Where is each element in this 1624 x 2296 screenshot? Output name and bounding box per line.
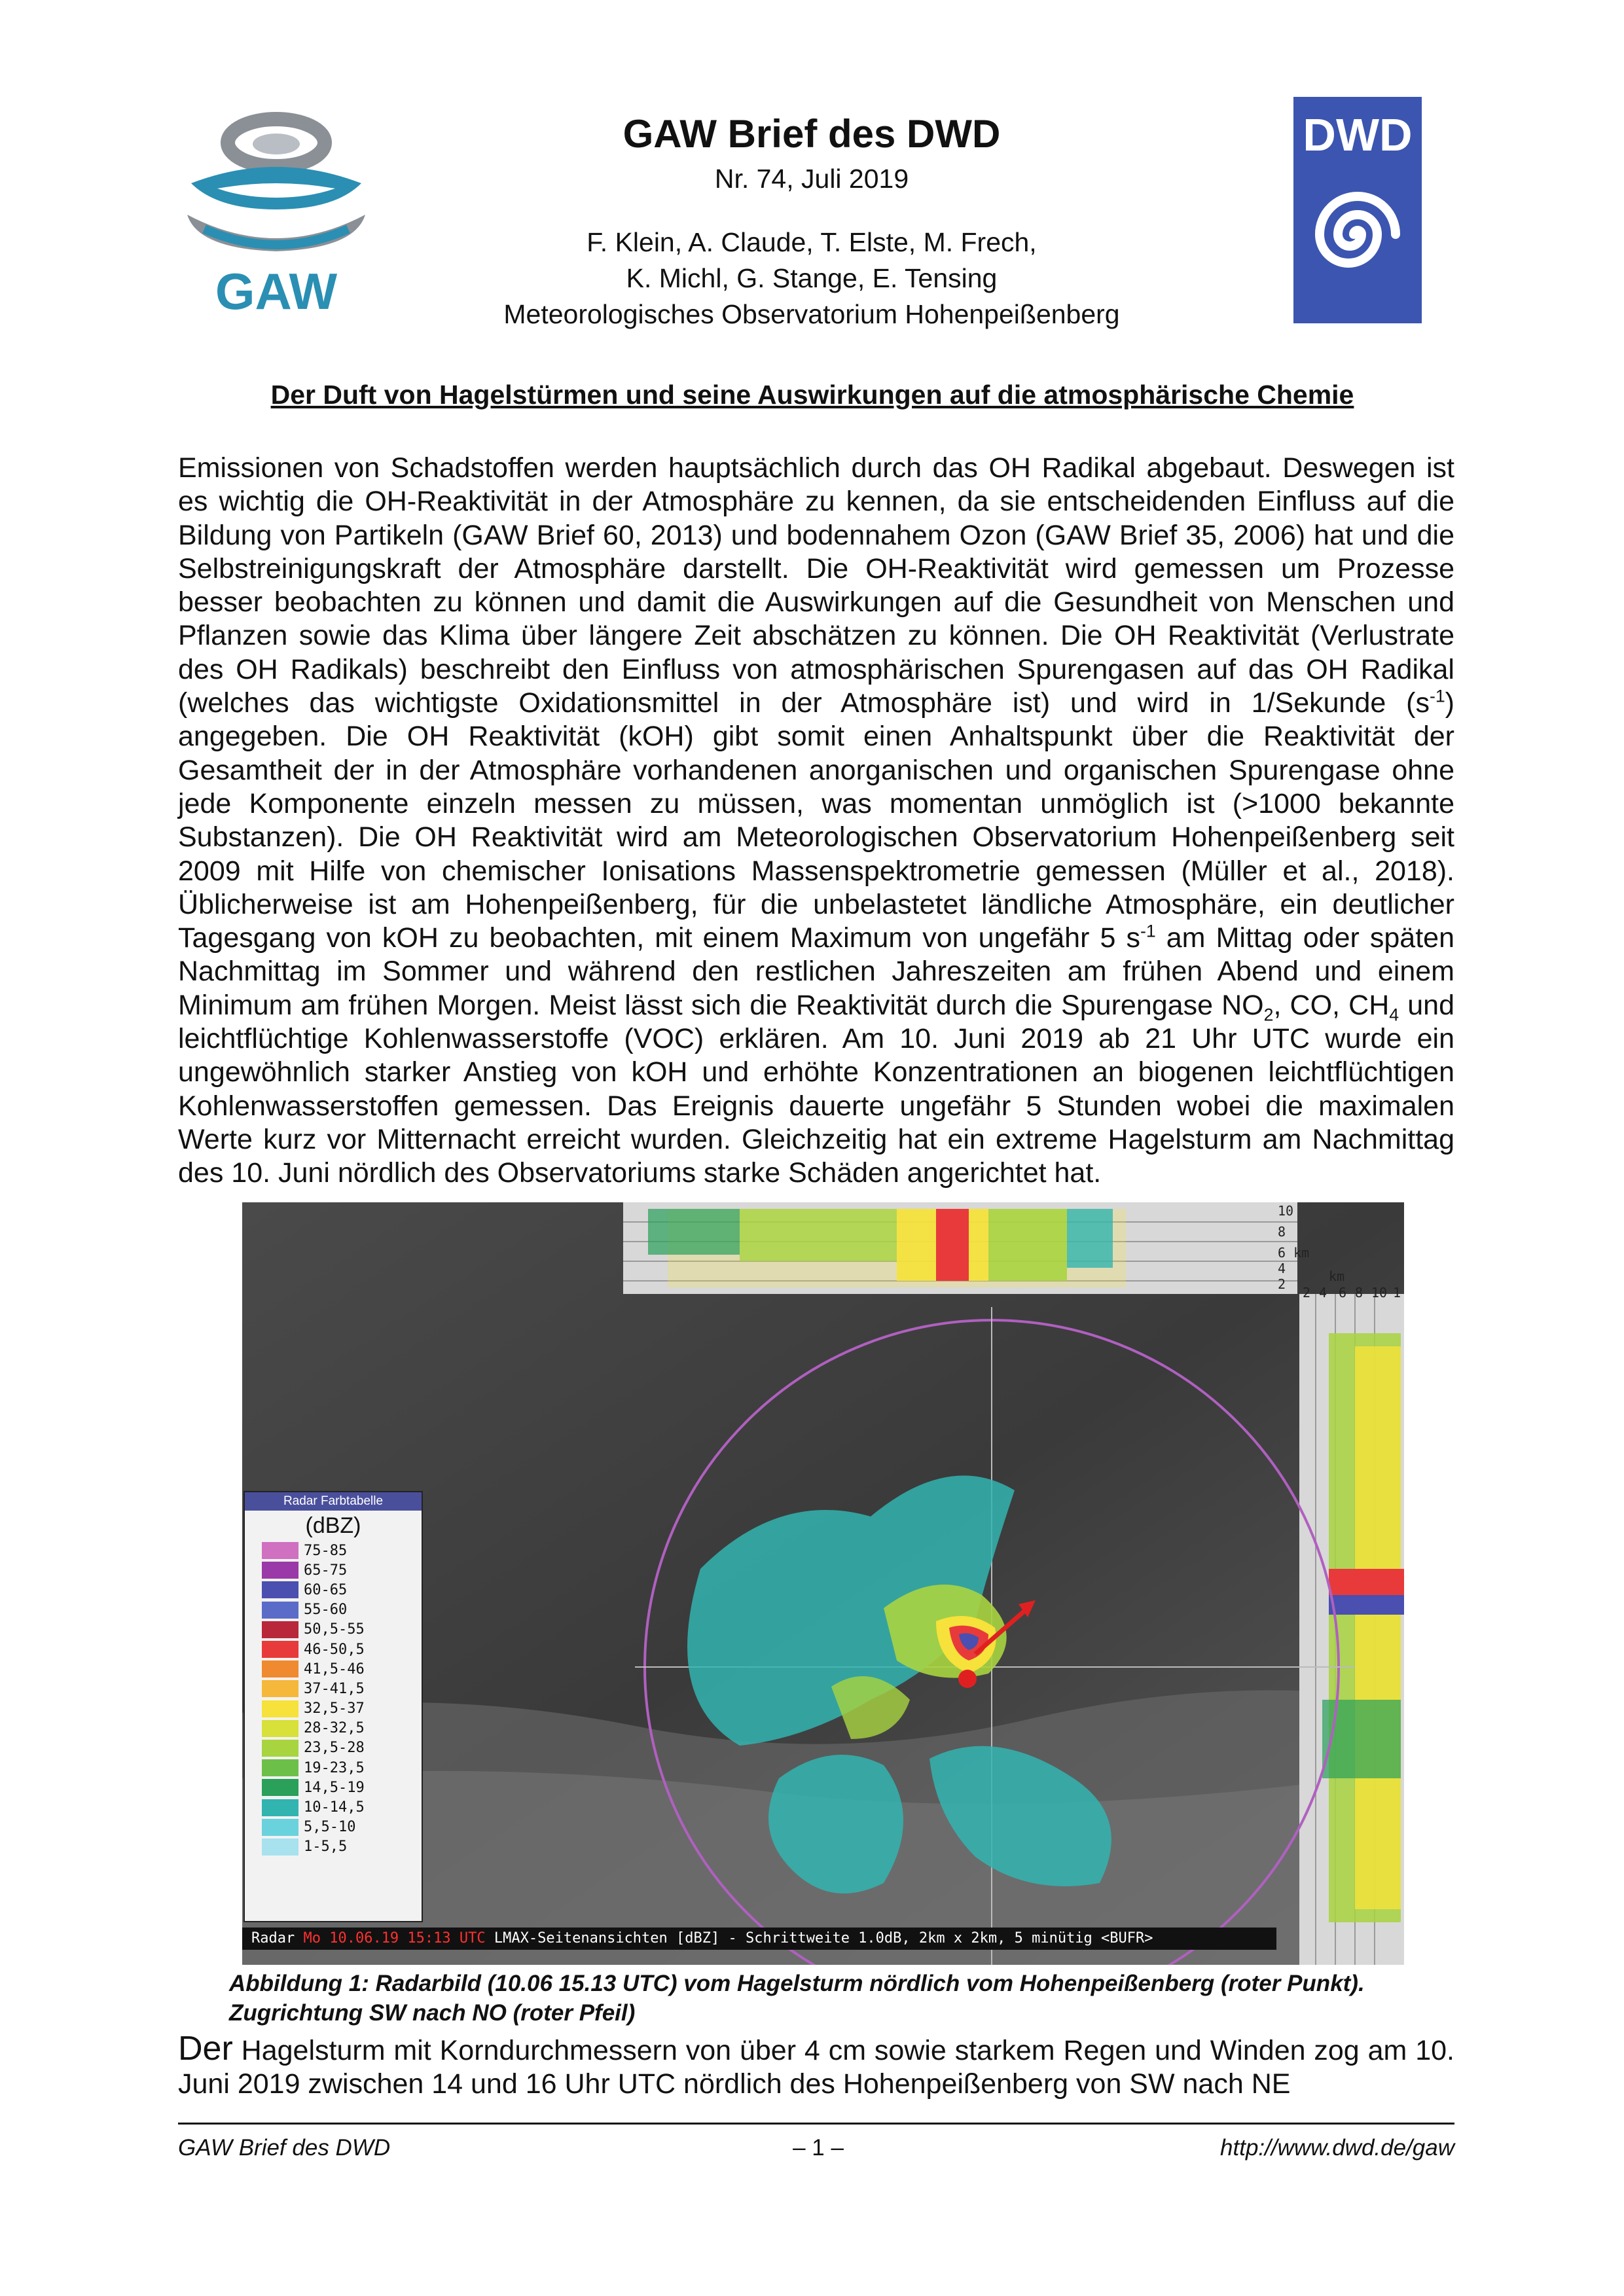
legend-swatch bbox=[262, 1700, 298, 1717]
status-date: Mo 10.06.19 15:13 UTC bbox=[303, 1930, 486, 1946]
bottom-axis-tick: 2 bbox=[1303, 1285, 1311, 1300]
dwd-logo bbox=[1293, 97, 1422, 323]
legend-swatch bbox=[262, 1621, 298, 1638]
footer-left: GAW Brief des DWD bbox=[178, 2135, 391, 2161]
status-text: LMAX-Seitenansichten [dBZ] - Schrittweite 1.0dB, 2km x 2km, 5 minütig <BUFR> bbox=[485, 1930, 1153, 1946]
subscript: 4 bbox=[1389, 1005, 1399, 1025]
bottom-axis-tick: 8 bbox=[1355, 1285, 1363, 1300]
bottom-axis-tick: 1 bbox=[1393, 1285, 1401, 1300]
subscript: 2 bbox=[1263, 1005, 1274, 1025]
legend-row bbox=[245, 1541, 422, 1560]
legend-row bbox=[245, 1837, 422, 1857]
side-axis-tick: 8 bbox=[1278, 1224, 1286, 1240]
legend-swatch bbox=[262, 1680, 298, 1697]
legend-swatch bbox=[262, 1759, 298, 1776]
legend-swatch bbox=[262, 1720, 298, 1737]
legend-label: 5,5-10 bbox=[304, 1819, 356, 1836]
legend-label: 55-60 bbox=[304, 1602, 348, 1619]
legend-swatch bbox=[262, 1779, 298, 1796]
legend-unit: (dBZ) bbox=[305, 1513, 361, 1538]
legend-row bbox=[245, 1699, 422, 1719]
legend-swatch bbox=[262, 1819, 298, 1836]
legend-row bbox=[245, 1659, 422, 1679]
legend-label: 32,5-37 bbox=[304, 1700, 365, 1717]
legend-row bbox=[245, 1738, 422, 1758]
bottom-axis-tick: 10 bbox=[1371, 1285, 1388, 1300]
side-axis-unit: km bbox=[1329, 1268, 1345, 1284]
authors-line-1: F. Klein, A. Claude, T. Elste, M. Frech, bbox=[586, 227, 1037, 257]
legend-label: 60-65 bbox=[304, 1581, 348, 1598]
bottom-axis-tick: 4 bbox=[1319, 1285, 1327, 1300]
legend-row bbox=[245, 1640, 422, 1659]
legend-title: Radar Farbtabelle bbox=[245, 1492, 422, 1511]
legend-row bbox=[245, 1818, 422, 1837]
footer-url[interactable]: http://www.dwd.de/gaw bbox=[1220, 2135, 1454, 2161]
article-title: Der Duft von Hagelstürmen und seine Auswirkungen auf die atmosphärische Chemie bbox=[270, 380, 1354, 410]
bottom-axis-tick: 6 bbox=[1339, 1285, 1347, 1300]
radar-color-legend bbox=[244, 1491, 423, 1922]
side-axis-tick: 4 bbox=[1278, 1261, 1286, 1276]
legend-label: 23,5-28 bbox=[304, 1740, 365, 1757]
body-paragraph-2 bbox=[178, 2032, 1454, 2102]
legend-rows bbox=[245, 1541, 422, 1857]
legend-swatch bbox=[262, 1839, 298, 1856]
legend-row bbox=[245, 1719, 422, 1738]
legend-swatch bbox=[262, 1799, 298, 1816]
legend-row bbox=[245, 1580, 422, 1600]
institution: Meteorologisches Observatorium Hohenpeißenberg bbox=[503, 299, 1120, 329]
radar-status-bar bbox=[242, 1928, 1276, 1950]
legend-label: 28-32,5 bbox=[304, 1720, 365, 1737]
legend-label: 46-50,5 bbox=[304, 1641, 365, 1658]
legend-row bbox=[245, 1560, 422, 1580]
legend-label: 37-41,5 bbox=[304, 1680, 365, 1697]
body-paragraph-1 bbox=[178, 452, 1454, 1191]
body-text: ) angegeben. Die OH Reaktivität (kOH) gibt somit einen Anhaltspunkt über die Reaktivität der Gesamtheit der in der Atmosphäre vorhandenen anorganischen und organischen Spurengase ohne jede Komponente einzeln messen zu müssen, was momentan unmöglich ist (>1000 bekannte Substanzen). Die OH Reaktivität wird am Meteorologischen Observatorium Hohenpeißenberg seit 2009 mit Hilfe von chemischer Ionisations Massenspektrometrie gemessen (Müller et al., 2018). Üblicherweise ist am Hohenpeißenberg, für die unbelastetet ländliche Atmosphäre, ein deutlicher Tagesgang von kOH zu beobachten, mit einem Maximum von ungefähr 5 s bbox=[178, 687, 1454, 954]
body-text: und leichtflüchtige Kohlenwasserstoffe (VOC) erklären. Am 10. Juni 2019 ab 21 Uhr UTC wurde ein ungewöhnlich starker Anstieg von kOH und erhöhte Konzentrationen an biogenen leichtflüchtigen Kohlenwasserstoffen gemessen. Das Ereignis dauerte ungefähr 5 Stunden wobei die maximalen Werte kurz vor Mitternacht erreicht wurden. Gleichzeitig hat ein extreme Hagelsturm am Nachmittag des 10. Juni nördlich des Observatoriums starke Schäden angerichtet hat. bbox=[178, 989, 1454, 1189]
body-text: , CO, CH bbox=[1273, 989, 1390, 1021]
legend-row bbox=[245, 1778, 422, 1797]
legend-label: 65-75 bbox=[304, 1562, 348, 1579]
legend-row bbox=[245, 1797, 422, 1817]
gaw-logo bbox=[178, 105, 374, 321]
legend-row bbox=[245, 1758, 422, 1778]
legend-row bbox=[245, 1600, 422, 1620]
legend-swatch bbox=[262, 1641, 298, 1658]
legend-swatch bbox=[262, 1581, 298, 1598]
gaw-logo-text: GAW bbox=[215, 262, 338, 320]
dropcap: Der bbox=[178, 2030, 233, 2068]
body-text: Hagelsturm mit Korndurchmessern von über 4 cm sowie starkem Regen und Winden zog am 10. Juni 2019 zwischen 14 und 16 Uhr UTC nördlich des Hohenpeißenberg von SW nach NE bbox=[178, 2035, 1454, 2100]
superscript: -1 bbox=[1429, 686, 1445, 706]
legend-label: 1-5,5 bbox=[304, 1839, 348, 1856]
body-text: am Mittag oder späten Nachmittag im Sommer und während den restlichen Jahreszeiten am frühen Abend und einem Minimum am frühen Morgen. Meist lässt sich die Reaktivität durch die Spurengase NO bbox=[178, 922, 1454, 1021]
figure-caption: Abbildung 1: Radarbild (10.06 15.13 UTC) vom Hagelsturm nördlich vom Hohenpeißenberg (roter Punkt). Zugrichtung SW nach NO (roter Pfeil) bbox=[229, 1971, 1365, 2026]
legend-swatch bbox=[262, 1542, 298, 1559]
legend-label: 75-85 bbox=[304, 1542, 348, 1559]
side-axis-tick: 6 km bbox=[1278, 1245, 1310, 1261]
legend-label: 19-23,5 bbox=[304, 1759, 365, 1776]
legend-label: 10-14,5 bbox=[304, 1799, 365, 1816]
legend-swatch bbox=[262, 1740, 298, 1757]
side-axis-tick: 10 bbox=[1278, 1203, 1294, 1219]
legend-label: 14,5-19 bbox=[304, 1779, 365, 1796]
legend-label: 41,5-46 bbox=[304, 1660, 365, 1677]
legend-swatch bbox=[262, 1562, 298, 1579]
page-number: – 1 – bbox=[793, 2135, 844, 2161]
superscript: -1 bbox=[1140, 921, 1156, 941]
footer-rule bbox=[178, 2123, 1454, 2125]
authors-line-2: K. Michl, G. Stange, E. Tensing bbox=[626, 263, 998, 293]
status-prefix: Radar bbox=[251, 1930, 304, 1946]
legend-row bbox=[245, 1679, 422, 1698]
legend-row bbox=[245, 1620, 422, 1640]
legend-swatch bbox=[262, 1602, 298, 1619]
side-axis-tick: 2 bbox=[1278, 1276, 1286, 1292]
body-text: Emissionen von Schadstoffen werden hauptsächlich durch das OH Radikal abgebaut. Deswegen ist es wichtig die OH-Reaktivität in der Atmosphäre zu kennen, da sie entscheidenden Einfluss auf die Bildung von Partikeln (GAW Brief 60, 2013) und bodennahem Ozon (GAW Brief 35, 2006) hat und die Selbstreinigungskraft der Atmosphäre darstellt. Die OH-Reaktivität wird gemessen um Prozesse besser beobachten zu können und damit die Auswirkungen auf die Gesundheit von Menschen und Pflanzen sowie das Klima über längere Zeit abschätzen zu können. Die OH Reaktivität (Verlustrate des OH Radikals) beschreibt den Einfluss von atmosphärischen Spurengasen auf das OH Radikal (welches das wichtigste Oxidationsmittel in der Atmosphäre ist) und wird in 1/Sekunde (s bbox=[178, 452, 1454, 719]
legend-label: 50,5-55 bbox=[304, 1621, 365, 1638]
legend-swatch bbox=[262, 1660, 298, 1677]
issue-number: Nr. 74, Juli 2019 bbox=[714, 164, 909, 194]
newsletter-title: GAW Brief des DWD bbox=[623, 112, 1001, 156]
dwd-logo-text: DWD bbox=[1303, 109, 1413, 160]
